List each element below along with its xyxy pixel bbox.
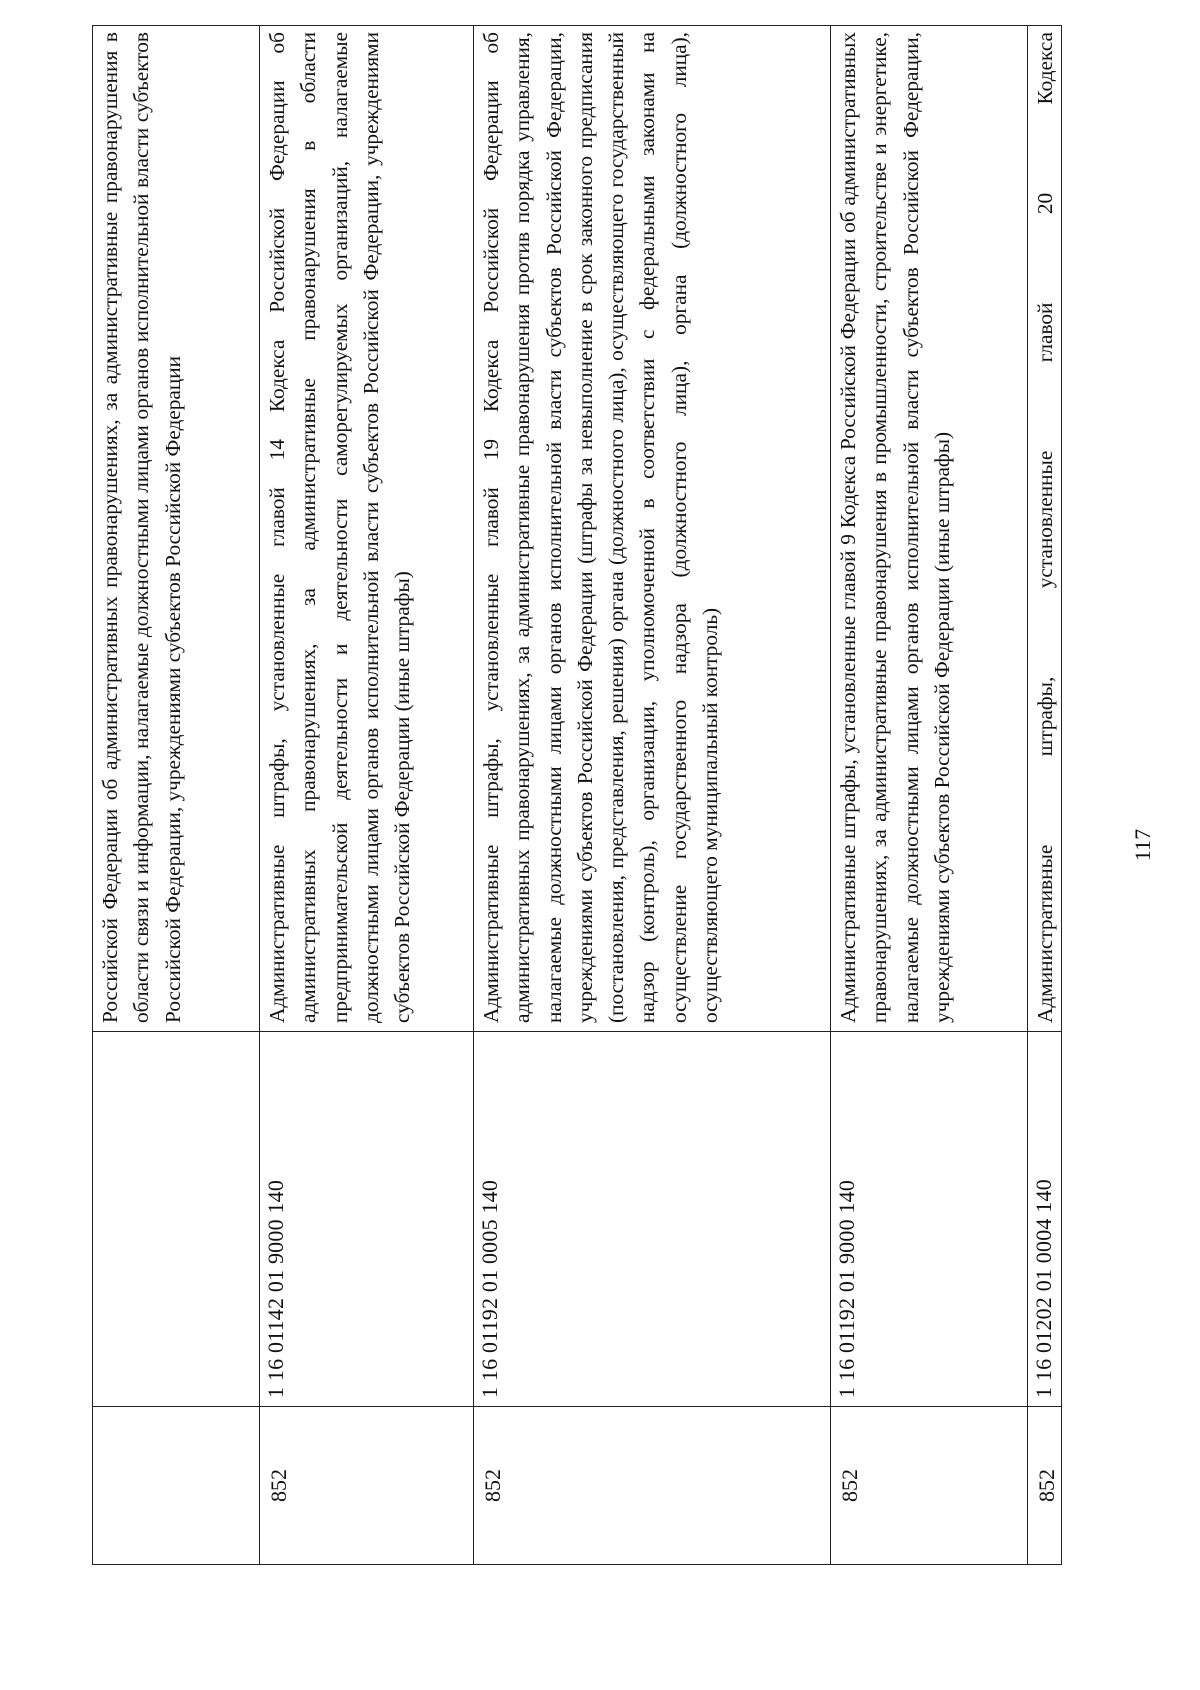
table-row xyxy=(93,26,260,1565)
admin-code-cell: 852 xyxy=(474,1407,831,1565)
description-text: Административные штрафы, установленные главой 20 Кодекса xyxy=(1033,32,1057,1023)
description-cell xyxy=(831,26,1028,1032)
description-text: Административные штрафы, установленные главой 19 Кодекса Российской Федерации об административных правонарушениях, за административные правонарушения против порядка управления, налагаемые должностными лицами органов исполнительной власти субъектов Российской Федерации, учреждениями субъектов Российской Федерации (штрафы за невыполнение в срок законного предписания (постановления, представления, решения) органа (должностного лица), осуществляющего государственный надзор (контроль), организации, уполномоченной в соответствии с федеральными законами на осуществление государственного надзора (должностного лица), органа (должностного лица), осуществляющего муниципальный контроль) xyxy=(479,32,723,1023)
table-row xyxy=(474,26,831,1565)
description-text: Российской Федерации об административных правонарушениях, за административные правонарушения в области связи и информации, налагаемые должностными лицами органов исполнительной власти субъектов Российской Федерации, учреждениями субъектов Российской Федерации xyxy=(98,32,185,1023)
description-text: Административные штрафы, установленные главой 14 Кодекса Российской Федерации об административных правонарушениях, за административные правонарушения в области предпринимательской деятельности и деятельности саморегулируемых организаций, налагаемые должностными лицами органов исполнительной власти субъектов Российской Федерации, учреждениями субъектов Российской Федерации (иные штрафы) xyxy=(265,32,415,1023)
budget-code-cell: 1 16 01202 01 0004 140 xyxy=(1028,1032,1062,1407)
description-cell xyxy=(93,26,260,1032)
revenue-codes-table xyxy=(92,25,1062,1565)
table-row xyxy=(831,26,1028,1565)
description-cell xyxy=(260,26,474,1032)
description-cell xyxy=(474,26,831,1032)
admin-code-cell: 852 xyxy=(260,1407,474,1565)
budget-code-cell xyxy=(93,1032,260,1407)
budget-code-cell: 1 16 01142 01 9000 140 xyxy=(260,1032,474,1407)
page-number: 117 xyxy=(1130,828,1155,862)
budget-code-cell: 1 16 01192 01 9000 140 xyxy=(831,1032,1028,1407)
admin-code-cell: 852 xyxy=(831,1407,1028,1565)
admin-code-cell: 852 xyxy=(1028,1407,1062,1565)
table-row xyxy=(1028,26,1062,1565)
admin-code-cell xyxy=(93,1407,260,1565)
table-row xyxy=(260,26,474,1565)
description-cell xyxy=(1028,26,1062,1032)
description-text: Административные штрафы, установленные главой 9 Кодекса Российской Федерации об административных правонарушениях, за административные правонарушения в промышленности, строительстве и энергетике, налагаемые должностными лицами органов исполнительной власти субъектов Российской Федерации, учреждениями субъектов Российской Федерации (иные штрафы) xyxy=(836,32,954,1023)
budget-code-cell: 1 16 01192 01 0005 140 xyxy=(474,1032,831,1407)
